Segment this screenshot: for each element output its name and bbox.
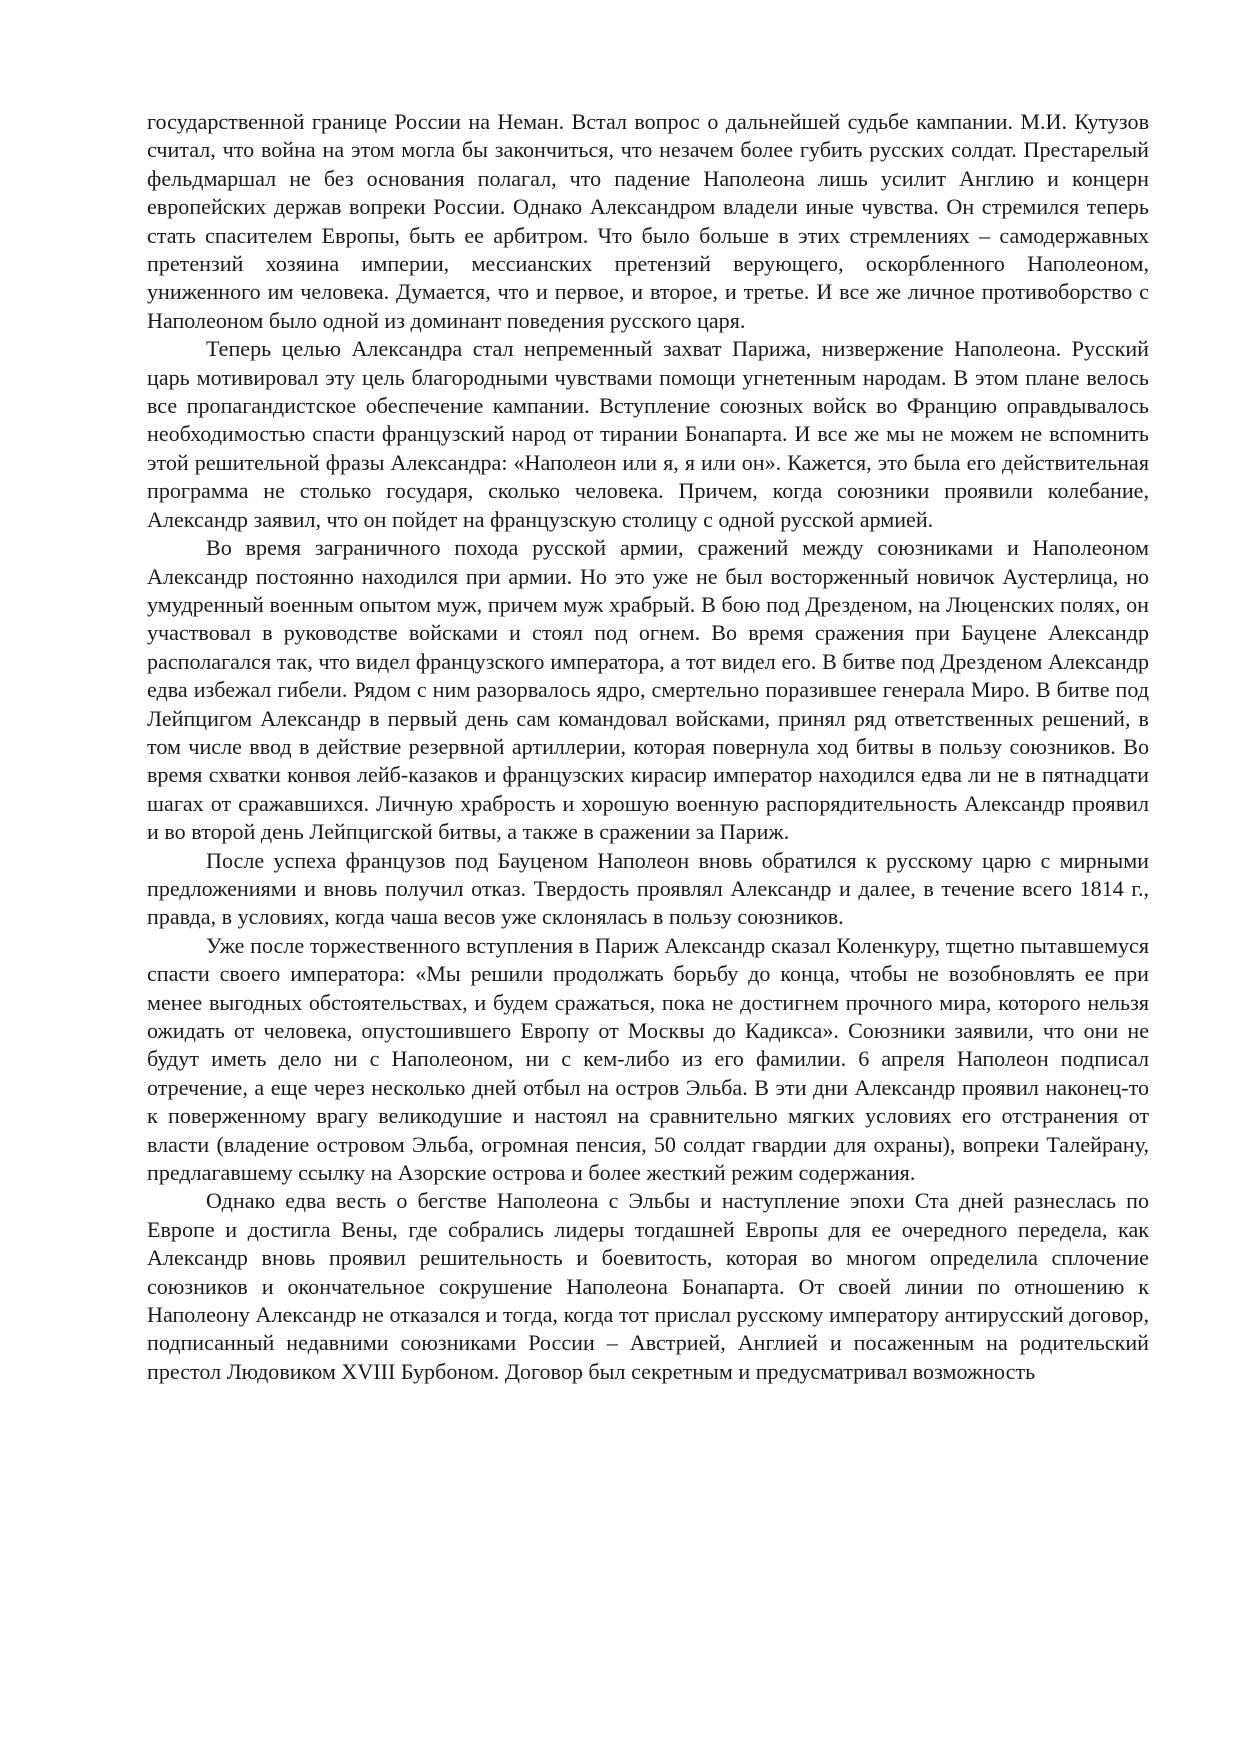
document-page <box>147 108 1149 1386</box>
paragraph-1: государственной границе России на Неман. Встал вопрос о дальнейшей судьбе кампании. М.И. Кутузов считал, что война на этом могла бы закончиться, что незачем более губить русских солдат. Престарелый фельдмаршал не без основания полагал, что падение Наполеона лишь усилит Англию и концерн европейских держав вопреки России. Однако Александром владели иные чувства. Он стремился теперь стать спасителем Европы, быть ее арбитром. Что было больше в этих стремлениях – самодержавных претензий хозяина империи, мессианских претензий верующего, оскорбленного Наполеоном, униженного им человека. Думается, что и первое, и второе, и третье. И все же личное противоборство с Наполеоном было одной из доминант поведения русского царя. <box>147 109 1149 333</box>
paragraph-5: Уже после торжественного вступления в Париж Александр сказал Коленкуру, тщетно пытавшемуся спасти своего императора: «Мы решили продолжать борьбу до конца, чтобы не возобновлять ее при менее выгодных обстоятельствах, и будем сражаться, пока не достигнем прочного мира, которого нельзя ожидать от человека, опустошившего Европу от Москвы до Кадикса». Союзники заявили, что они не будут иметь дело ни с Наполеоном, ни с кем-либо из его фамилии. 6 апреля Наполеон подписал отречение, а еще через несколько дней отбыл на остров Эльба. В эти дни Александр проявил наконец-то к поверженному врагу великодушие и настоял на сравнительно мягких условиях его отстранения от власти (владение островом Эльба, огромная пенсия, 50 солдат гвардии для охраны), вопреки Талейрану, предлагавшему ссылку на Азорские острова и более жесткий режим содержания. <box>147 932 1149 1186</box>
paragraph-6: Однако едва весть о бегстве Наполеона с Эльбы и наступление эпохи Ста дней разнеслась по Европе и достигла Вены, где собрались лидеры тогдашней Европы для ее очередного передела, как Александр вновь проявил решительность и боевитость, которая во многом определила сплочение союзников и окончательное сокрушение Наполеона Бонапарта. От своей линии по отношению к Наполеону Александр не отказался и тогда, когда тот прислал русскому императору антирусский договор, подписанный недавними союзниками России – Австрией, Англией и посаженным на родительский престол Людовиком XVIII Бурбоном. Договор был секретным и предусматривал возможность <box>147 1188 1149 1384</box>
paragraph-2: Теперь целью Александра стал непременный захват Парижа, низвержение Наполеона. Русский царь мотивировал эту цель благородными чувствами помощи угнетенным народам. В этом плане велось все пропагандистское обеспечение кампании. Вступление союзных войск во Францию оправдывалось необходимостью спасти французский народ от тирании Бонапарта. И все же мы не можем не вспомнить этой решительной фразы Александра: «Наполеон или я, я или он». Кажется, это была его действительная программа не столько государя, сколько человека. Причем, когда союзники проявили колебание, Александр заявил, что он пойдет на французскую столицу с одной русской армией. <box>147 336 1149 532</box>
paragraph-3: Во время заграничного похода русской армии, сражений между союзниками и Наполеоном Александр постоянно находился при армии. Но это уже не был восторженный новичок Аустерлица, но умудренный военным опытом муж, причем муж храбрый. В бою под Дрезденом, на Люценских полях, он участвовал в руководстве войсками и стоял под огнем. Во время сражения при Бауцене Александр располагался так, что видел французского императора, а тот видел его. В битве под Дрезденом Александр едва избежал гибели. Рядом с ним разорвалось ядро, смертельно поразившее генерала Миро. В битве под Лейпцигом Александр в первый день сам командовал войсками, принял ряд ответственных решений, в том числе ввод в действие резервной артиллерии, которая повернула ход битвы в пользу союзников. Во время схватки конвоя лейб-казаков и французских кирасир император находился едва ли не в пятнадцати шагах от сражавшихся. Личную храбрость и хорошую военную распорядительность Александр проявил и во второй день Лейпцигской битвы, а также в сражении за Париж. <box>147 535 1149 845</box>
paragraph-4: После успеха французов под Бауценом Наполеон вновь обратился к русскому царю с мирными предложениями и вновь получил отказ. Твердость проявлял Александр и далее, в течение всего 1814 г., правда, в условиях, когда чаша весов уже склонялась в пользу союзников. <box>147 847 1149 930</box>
